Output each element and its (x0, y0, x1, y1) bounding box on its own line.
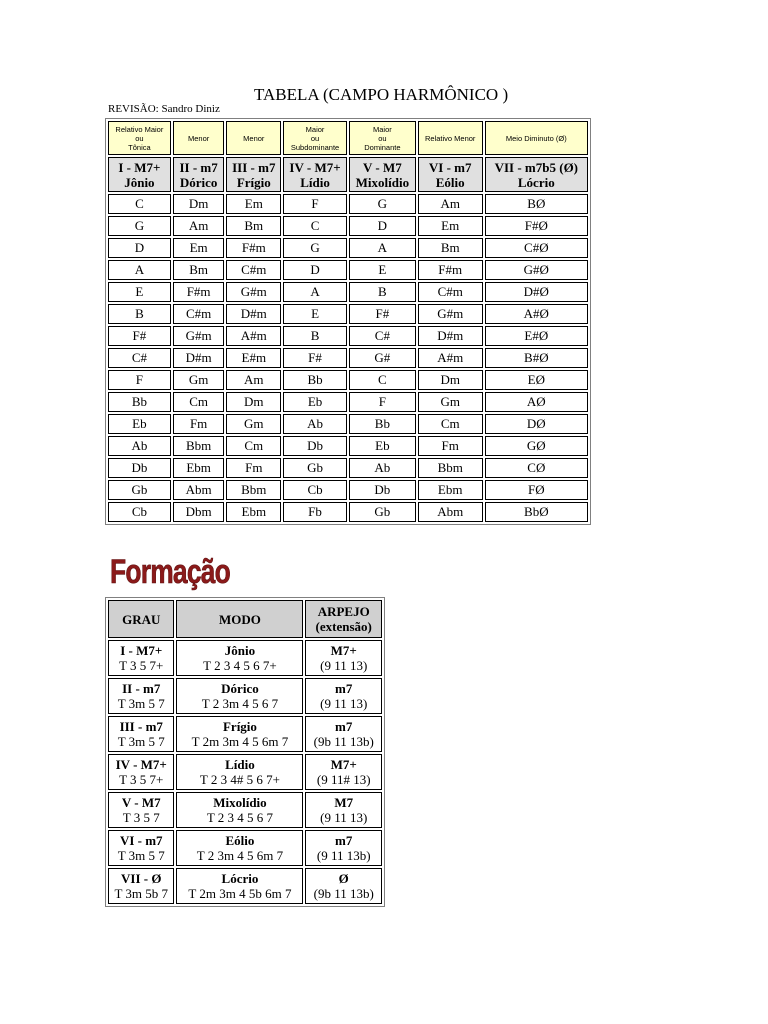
function-header-cell: Relativo Menor (418, 121, 483, 155)
chord-cell: DØ (485, 414, 588, 434)
chord-cell: Cm (173, 392, 225, 412)
modo-header: MODO (176, 600, 303, 638)
function-header-cell: Maior ou Dominante (349, 121, 416, 155)
chord-cell: Eb (283, 392, 347, 412)
chord-cell: B (283, 326, 347, 346)
table-row (108, 238, 588, 258)
chord-cell: C (283, 216, 347, 236)
chord-cell: A#m (226, 326, 281, 346)
modo-cell: Jônio T 2 3 4 5 6 7+ (176, 640, 303, 676)
grau-cell: VI - m7 T 3m 5 7 (108, 830, 174, 866)
table-row (108, 304, 588, 324)
chord-cell: Eb (349, 436, 416, 456)
chord-cell: G#m (226, 282, 281, 302)
table-row (108, 436, 588, 456)
chord-cell: Em (173, 238, 225, 258)
chord-cell: Cm (226, 436, 281, 456)
table-row (108, 458, 588, 478)
chord-cell: F#m (173, 282, 225, 302)
chord-cell: Eb (108, 414, 171, 434)
harmonic-field-table (105, 118, 591, 525)
modo-cell: Lídio T 2 3 4# 5 6 7+ (176, 754, 303, 790)
table-row (108, 282, 588, 302)
chord-cell: D (349, 216, 416, 236)
chord-cell: Bm (418, 238, 483, 258)
chord-cell: G#m (173, 326, 225, 346)
grau-cell: IV - M7+ T 3 5 7+ (108, 754, 174, 790)
table-row (108, 792, 382, 828)
chord-cell: Dm (173, 194, 225, 214)
chord-cell: E (108, 282, 171, 302)
grau-cell: V - M7 T 3 5 7 (108, 792, 174, 828)
table-row (108, 260, 588, 280)
table-row (108, 326, 588, 346)
chord-cell: Gb (283, 458, 347, 478)
chord-cell: C#Ø (485, 238, 588, 258)
arpejo-cell: M7 (9 11 13) (305, 792, 382, 828)
chord-cell: C# (108, 348, 171, 368)
table-row (108, 348, 588, 368)
mode-header-cell: V - M7 Mixolídio (349, 157, 416, 192)
table-row (108, 640, 382, 676)
table-row (108, 830, 382, 866)
mode-header-cell: VI - m7 Eólio (418, 157, 483, 192)
formation-header-row (108, 600, 382, 638)
chord-cell: C#m (418, 282, 483, 302)
chord-cell: Abm (173, 480, 225, 500)
grau-cell: III - m7 T 3m 5 7 (108, 716, 174, 752)
chord-cell: Cb (108, 502, 171, 522)
chord-cell: Ab (108, 436, 171, 456)
arpejo-cell: m7 (9b 11 13b) (305, 716, 382, 752)
chord-cell: G#Ø (485, 260, 588, 280)
chord-cell: A (283, 282, 347, 302)
chord-cell: CØ (485, 458, 588, 478)
chord-cell: E#m (226, 348, 281, 368)
table-row (108, 678, 382, 714)
grau-cell: I - M7+ T 3 5 7+ (108, 640, 174, 676)
chord-cell: Gm (173, 370, 225, 390)
arpejo-cell: Ø (9b 11 13b) (305, 868, 382, 904)
function-header-cell: Meio Diminuto (Ø) (485, 121, 588, 155)
chord-cell: Em (418, 216, 483, 236)
chord-cell: F (283, 194, 347, 214)
formacao-heading (108, 545, 234, 593)
chord-cell: B (349, 282, 416, 302)
mode-header-cell: IV - M7+ Lídio (283, 157, 347, 192)
chord-cell: Gm (418, 392, 483, 412)
function-header-cell: Menor (173, 121, 225, 155)
chord-cell: D#m (173, 348, 225, 368)
function-header-cell: Relativo Maior ou Tônica (108, 121, 171, 155)
chord-cell: G# (349, 348, 416, 368)
chord-cell: B#Ø (485, 348, 588, 368)
table-row (108, 480, 588, 500)
chord-cell: Bb (283, 370, 347, 390)
chord-cell: B (108, 304, 171, 324)
chord-cell: GØ (485, 436, 588, 456)
mode-header-cell: VII - m7b5 (Ø) Lócrio (485, 157, 588, 192)
chord-cell: F# (283, 348, 347, 368)
chord-cell: A (108, 260, 171, 280)
chord-cell: Am (418, 194, 483, 214)
chord-cell: EØ (485, 370, 588, 390)
chord-cell: D#m (226, 304, 281, 324)
mode-header-cell: II - m7 Dórico (173, 157, 225, 192)
modo-cell: Mixolídio T 2 3 4 5 6 7 (176, 792, 303, 828)
formacao-title: Formação (110, 553, 231, 591)
formation-table (105, 597, 385, 907)
chord-cell: Bbm (173, 436, 225, 456)
chord-cell: A#Ø (485, 304, 588, 324)
chord-cell: Bbm (226, 480, 281, 500)
chord-cell: A#m (418, 348, 483, 368)
table-row (108, 754, 382, 790)
grau-cell: VII - Ø T 3m 5b 7 (108, 868, 174, 904)
modo-cell: Frígio T 2m 3m 4 5 6m 7 (176, 716, 303, 752)
chord-cell: Ebm (418, 480, 483, 500)
chord-cell: Em (226, 194, 281, 214)
chord-cell: Db (283, 436, 347, 456)
mode-header-cell: I - M7+ Jônio (108, 157, 171, 192)
chord-cell: BØ (485, 194, 588, 214)
table-row (108, 194, 588, 214)
modo-cell: Eólio T 2 3m 4 5 6m 7 (176, 830, 303, 866)
chord-cell: Fb (283, 502, 347, 522)
table-row (108, 216, 588, 236)
chord-cell: Fm (173, 414, 225, 434)
chord-cell: F#m (418, 260, 483, 280)
chord-cell: Fm (226, 458, 281, 478)
chord-cell: Ab (283, 414, 347, 434)
chord-cell: E#Ø (485, 326, 588, 346)
function-header-row (108, 121, 588, 155)
chord-cell: C (108, 194, 171, 214)
chord-cell: Cm (418, 414, 483, 434)
chord-cell: Ebm (173, 458, 225, 478)
function-header-cell: Menor (226, 121, 281, 155)
chord-cell: D#m (418, 326, 483, 346)
chord-cell: Gm (226, 414, 281, 434)
grau-cell: II - m7 T 3m 5 7 (108, 678, 174, 714)
chord-cell: A (349, 238, 416, 258)
chord-cell: Db (108, 458, 171, 478)
chord-cell: Cb (283, 480, 347, 500)
chord-cell: D (283, 260, 347, 280)
chord-cell: Gb (349, 502, 416, 522)
arpejo-cell: M7+ (9 11 13) (305, 640, 382, 676)
chord-cell: C#m (226, 260, 281, 280)
chord-cell: Fm (418, 436, 483, 456)
table-row (108, 716, 382, 752)
chord-cell: E (283, 304, 347, 324)
chord-cell: C#m (173, 304, 225, 324)
chord-cell: Dbm (173, 502, 225, 522)
chord-cell: Bm (226, 216, 281, 236)
chord-cell: Ab (349, 458, 416, 478)
chord-cell: G#m (418, 304, 483, 324)
chord-cell: F# (108, 326, 171, 346)
chord-cell: Am (226, 370, 281, 390)
modo-cell: Lócrio T 2m 3m 4 5b 6m 7 (176, 868, 303, 904)
arpejo-header: ARPEJO (extensão) (305, 600, 382, 638)
arpejo-cell: m7 (9 11 13b) (305, 830, 382, 866)
table-row (108, 414, 588, 434)
chord-cell: C# (349, 326, 416, 346)
chord-cell: Dm (226, 392, 281, 412)
chord-cell: Db (349, 480, 416, 500)
page-title: TABELA (CAMPO HARMÔNICO ) (254, 85, 509, 104)
table-row (108, 868, 382, 904)
chord-cell: D#Ø (485, 282, 588, 302)
modo-cell: Dórico T 2 3m 4 5 6 7 (176, 678, 303, 714)
chord-cell: D (108, 238, 171, 258)
table-row (108, 502, 588, 522)
chord-cell: Abm (418, 502, 483, 522)
chord-cell: FØ (485, 480, 588, 500)
arpejo-cell: M7+ (9 11# 13) (305, 754, 382, 790)
chord-cell: Bb (108, 392, 171, 412)
chord-cell: F# (349, 304, 416, 324)
mode-header-row (108, 157, 588, 192)
grau-header: GRAU (108, 600, 174, 638)
chord-cell: Am (173, 216, 225, 236)
revision-author: REVISÃO: Sandro Diniz (108, 103, 220, 115)
chord-cell: F#m (226, 238, 281, 258)
table-row (108, 392, 588, 412)
chord-cell: E (349, 260, 416, 280)
chord-cell: Ebm (226, 502, 281, 522)
arpejo-cell: m7 (9 11 13) (305, 678, 382, 714)
chord-cell: Dm (418, 370, 483, 390)
chord-cell: Bbm (418, 458, 483, 478)
chord-cell: G (108, 216, 171, 236)
chord-cell: F (108, 370, 171, 390)
table-row (108, 370, 588, 390)
chord-cell: C (349, 370, 416, 390)
mode-header-cell: III - m7 Frígio (226, 157, 281, 192)
chord-cell: Bm (173, 260, 225, 280)
chord-cell: Gb (108, 480, 171, 500)
chord-cell: F (349, 392, 416, 412)
chord-cell: G (349, 194, 416, 214)
chord-cell: AØ (485, 392, 588, 412)
function-header-cell: Maior ou Subdominante (283, 121, 347, 155)
chord-cell: F#Ø (485, 216, 588, 236)
chord-cell: G (283, 238, 347, 258)
chord-cell: BbØ (485, 502, 588, 522)
chord-cell: Bb (349, 414, 416, 434)
